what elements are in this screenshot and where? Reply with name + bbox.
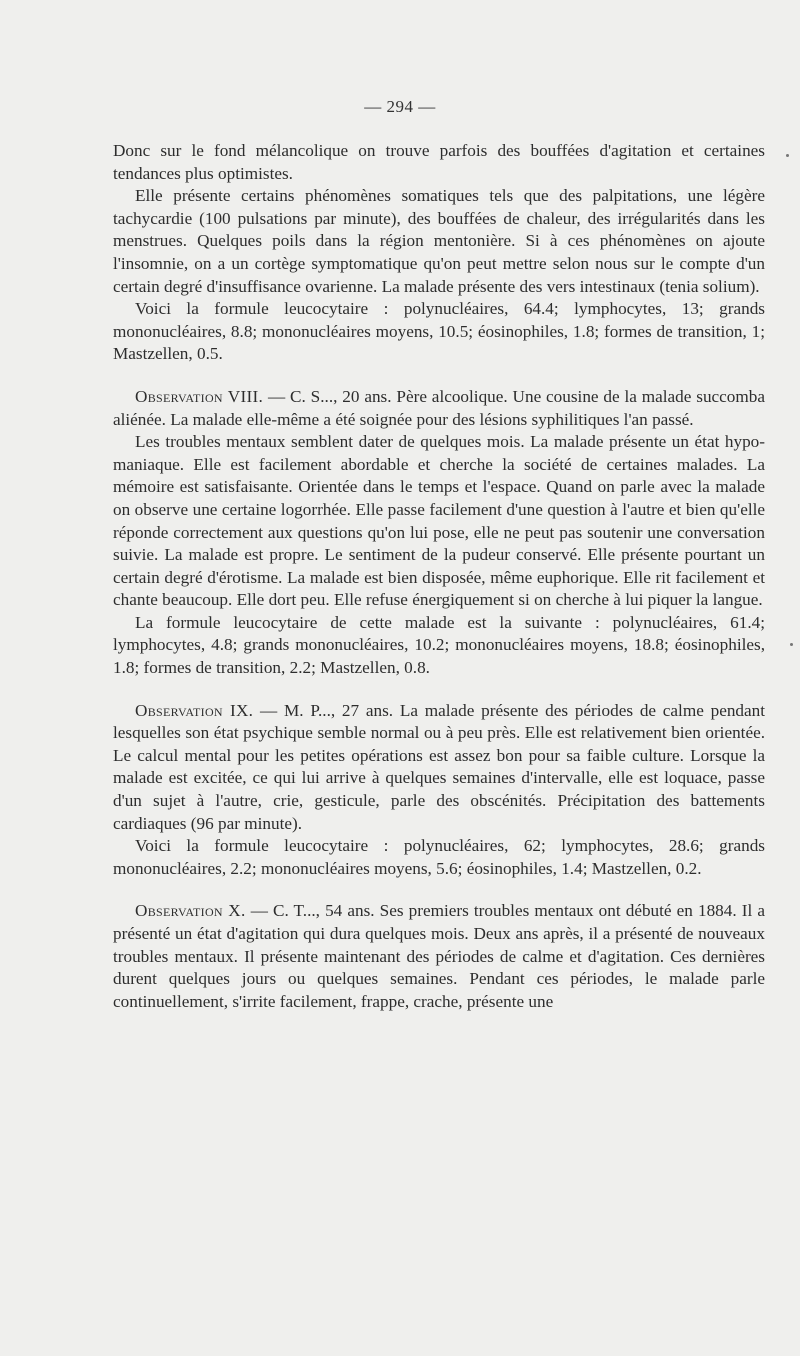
paragraph-text: Elle présente certains phénomènes somatiques tels que des palpitations, une légère tachycardie (100 pulsations par minute), des bouffées de chaleur, des irrégularités dans les menstrues. Quelques poils dans la région mentonière. Si à ces phénomènes on ajoute l'insomnie, on a un cortège symptomatique qu'on peut mettre selon nous sur le compte d'un certain degré d'insuffisance ovarienne. La malade présente des vers intestinaux (tenia solium). <box>113 186 765 296</box>
paragraph-leucocyte-formula <box>113 298 765 366</box>
page-speck <box>786 154 789 157</box>
paragraph-leucocyte-formula <box>113 612 765 680</box>
page-number: — 294 — <box>364 97 436 116</box>
paragraph-text: — M. P..., 27 ans. La malade présente des périodes de calme pendant lesquelles son état psychique semble normal ou à peu près. Elle est relativement bien orientée. Le calcul mental pour les petites opérations est assez bon pour sa faible culture. Lorsque la malade est excitée, ce qui lui arrive à quelques semaines d'intervalle, elle est loquace, passe d'un sujet à l'autre, crie, gesticule, parle des obscénités. Précipitation des battements cardiaques (96 par minute). <box>113 700 766 833</box>
observation-ix-heading-paragraph <box>113 700 765 836</box>
paragraph-text: Voici la formule leucocytaire : polynucléaires, 62; lymphocytes, 28.6; grands mononucléaires, 2.2; mononucléaires moyens, 5.6; éosinophiles, 1.4; Mastzellen, 0.2. <box>113 836 765 878</box>
paragraph-text: — C. T..., 54 ans. Ses premiers troubles mentaux ont débuté en 1884. Il a présenté un état d'agitation qui dura quelques mois. Deux ans après, il a présenté de nouveaux troubles mentaux. Il présente maintenant des périodes de calme et d'agitation. Ces dernières durent quelques jours ou quelques semaines. Pendant ces périodes, le malade parle continuellement, s'irrite facilement, frappe, crache, présente une <box>113 901 765 1011</box>
observation-viii-heading-paragraph <box>113 386 765 431</box>
observation-title: Observation X. <box>135 901 246 921</box>
observation-title: Observation VIII. <box>135 386 264 406</box>
paragraph-text: Les troubles mentaux semblent dater de quelques mois. La malade présente un état hypo-maniaque. Elle est facilement abordable et cherche la société de certaines malades. La mémoire est satisfaisante. Orientée dans le temps et l'espace. Quand on parle avec la malade on observe une certaine logorrhée. Elle passe facilement d'une question à l'autre et bien qu'elle réponde correctement aux questions qu'on lui pose, elle ne peut pas soutenir une conversation suivie. La malade est propre. Le sentiment de la pudeur conservé. Elle présente pourtant un certain degré d'érotisme. La malade est bien disposée, même euphorique. Elle rit facilement et chante beaucoup. Elle dort peu. Elle refuse énergiquement si on cherche à lui piquer la langue. <box>113 432 765 610</box>
paragraph-somatic-symptoms <box>113 185 765 298</box>
observation-x-heading-paragraph <box>113 900 765 1013</box>
observation-title: Observation IX. <box>135 700 254 720</box>
paragraph-text: La formule leucocytaire de cette malade est la suivante : polynucléaires, 61.4; lymphocytes, 4.8; grands mononucléaires, 10.2; mononucléaires moyens, 18.8; éosinophiles, 1.8; formes de transition, 2.2; Mastzellen, 0.8. <box>113 612 765 678</box>
paragraph-continuation <box>113 140 765 185</box>
paragraph-text: Voici la formule leucocytaire : polynucléaires, 64.4; lymphocytes, 13; grands mononucléaires, 8.8; mononucléaires moyens, 10.5; éosinophiles, 1.8; formes de transition, 1; Mastzellen, 0.5. <box>113 299 765 364</box>
page-speck <box>790 643 793 646</box>
paragraph-text: Donc sur le fond mélancolique on trouve parfois des bouffées d'agitation et certaines tendances plus optimistes. <box>113 141 765 183</box>
paragraph-mental-troubles <box>113 431 765 612</box>
paragraph-leucocyte-formula <box>113 835 765 880</box>
paragraph-text: — C. S..., 20 ans. Père alcoolique. Une cousine de la malade succomba aliénée. La malade elle-même a été soignée pour des lésions syphilitiques l'an passé. <box>113 386 765 429</box>
body-text <box>113 140 765 1013</box>
